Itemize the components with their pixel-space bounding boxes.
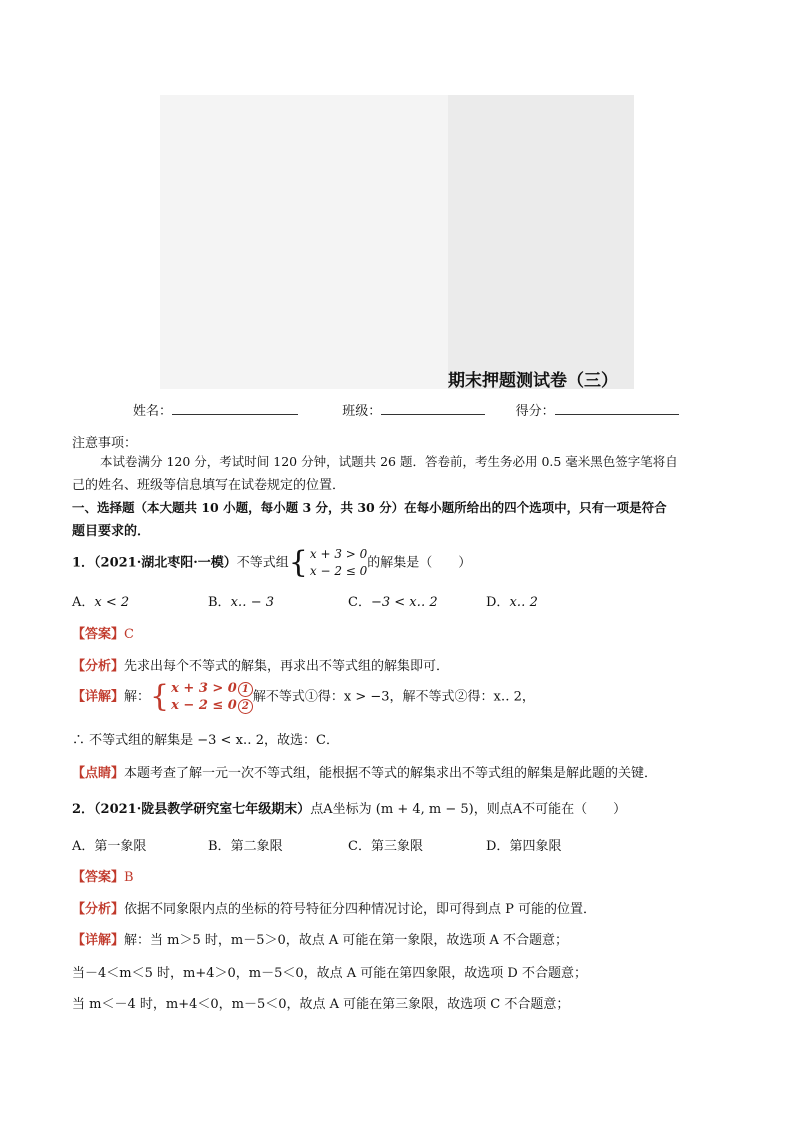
comment-text: 本题考查了解一元一次不等式组，能根据不等式的解集求出不等式组的解集是解此题的关键． <box>124 766 658 781</box>
question-1-comment <box>72 762 657 781</box>
inequality-1: x + 3 > 0 <box>309 547 368 561</box>
option-letter: B． <box>208 595 231 610</box>
cover-image-left <box>160 95 448 389</box>
option-text: x‥ 2 <box>509 595 538 610</box>
option-c[interactable] <box>348 835 486 854</box>
stem-text: 点A坐标为 (m + 4, m − 5)，则点A不可能在（ ） <box>310 802 627 817</box>
option-d[interactable] <box>486 835 561 854</box>
brace-icon: { <box>288 545 308 580</box>
brace-icon: { <box>150 679 170 714</box>
score-label: 得分： <box>515 404 555 419</box>
option-d[interactable] <box>486 591 538 610</box>
option-text: 第四象限 <box>509 839 562 854</box>
question-2-analysis <box>72 898 596 917</box>
score-blank[interactable] <box>555 402 679 415</box>
option-text: −3 < x‥ 2 <box>370 595 438 610</box>
question-2-detail-3: 当 m＜－4 时，m+4＜0，m－5＜0，故点 A 可能在第三象限，故选项 C 不合题意； <box>72 997 570 1012</box>
detail-tag: 【详解】 <box>72 933 125 948</box>
option-c[interactable] <box>348 591 486 610</box>
detail-prefix: 解： <box>124 689 151 705</box>
question-2-detail-1 <box>72 929 568 948</box>
analysis-tag: 【分析】 <box>72 659 125 674</box>
page-title: 期末押题测试卷（三） <box>448 371 618 391</box>
answer-value: B <box>124 870 134 885</box>
question-2-stem <box>72 798 626 817</box>
question-1-detail <box>72 680 535 714</box>
option-letter: B． <box>208 839 231 854</box>
question-2-options <box>72 835 561 854</box>
option-letter: A． <box>72 839 95 854</box>
option-letter: C． <box>348 839 371 854</box>
detail-text: 解不等式①得：x > −3，解不等式②得：x‥ 2， <box>252 689 535 705</box>
notice-heading: 注意事项： <box>72 436 138 451</box>
detail-inequality-system <box>171 680 253 714</box>
name-label: 姓名： <box>133 404 173 419</box>
analysis-text: 先求出每个不等式的解集，再求出不等式组的解集即可． <box>124 659 450 674</box>
question-1-analysis <box>72 655 449 674</box>
question-2-detail-2: 当－4＜m＜5 时，m+4＞0，m－5＜0，故点 A 可能在第四象限，故选项 D 不合题意； <box>72 966 587 981</box>
option-text: 第二象限 <box>230 839 283 854</box>
student-info <box>133 400 679 419</box>
detail-text: 解：当 m＞5 时，m－5＞0，故点 A 可能在第一象限，故选项 A 不合题意； <box>124 933 569 948</box>
option-text: 第三象限 <box>370 839 423 854</box>
inequality-2: x − 2 ≤ 0 <box>309 564 368 578</box>
question-number: 2． <box>72 802 95 817</box>
option-b[interactable] <box>208 835 348 854</box>
detail-inequality-2: x − 2 ≤ 0 <box>171 698 237 713</box>
option-letter: D． <box>486 595 510 610</box>
cover-image-right <box>448 95 634 389</box>
option-text: x‥ − 3 <box>230 595 274 610</box>
comment-tag: 【点睛】 <box>72 766 125 781</box>
question-1-stem <box>72 546 471 580</box>
option-b[interactable] <box>208 591 348 610</box>
answer-value: C <box>124 627 134 642</box>
answer-tag: 【答案】 <box>72 870 125 885</box>
detail-tag: 【详解】 <box>72 689 125 705</box>
option-letter: D． <box>486 839 510 854</box>
question-source: （2021·陇县教学研究室七年级期末） <box>94 802 311 817</box>
circle-one-icon: 1 <box>238 682 253 697</box>
option-a[interactable] <box>72 591 208 610</box>
option-letter: C． <box>348 595 371 610</box>
question-number: 1． <box>72 555 95 571</box>
section-heading-line-1: 一、选择题（本大题共 10 小题，每小题 3 分，共 30 分）在每小题所给出的四个选项中，只有一项是符合 <box>72 500 667 515</box>
notice-line-2: 己的姓名、班级等信息填写在试卷规定的位置． <box>72 478 346 493</box>
answer-tag: 【答案】 <box>72 627 125 642</box>
stem-text: 的解集是（ ） <box>367 555 472 571</box>
stem-text: 不等式组 <box>236 555 289 571</box>
notice-line-1: 本试卷满分 120 分，考试时间 120 分钟，试题共 26 题．答卷前，考生务必用 0.5 毫米黑色签字笔将自 <box>100 454 678 469</box>
section-heading-line-2: 题目要求的． <box>72 524 151 539</box>
analysis-tag: 【分析】 <box>72 902 125 917</box>
class-label: 班级： <box>342 404 382 419</box>
name-blank[interactable] <box>172 402 298 415</box>
question-2-answer <box>72 866 134 885</box>
circle-two-icon: 2 <box>238 699 253 714</box>
option-letter: A． <box>72 595 95 610</box>
class-blank[interactable] <box>381 402 485 415</box>
option-a[interactable] <box>72 835 208 854</box>
option-text: x < 2 <box>94 595 130 610</box>
question-1-answer <box>72 623 134 642</box>
detail-inequality-1: x + 3 > 0 <box>171 681 237 696</box>
analysis-text: 依据不同象限内点的坐标的符号特征分四种情况讨论，即可得到点 P 可能的位置． <box>124 902 597 917</box>
inequality-system <box>310 546 367 580</box>
option-text: 第一象限 <box>94 839 147 854</box>
question-1-conclusion: ∴ 不等式组的解集是 −3 < x‥ 2，故选：C． <box>72 733 339 748</box>
question-source: （2021·湖北枣阳·一模） <box>94 555 237 571</box>
question-1-options <box>72 591 538 610</box>
